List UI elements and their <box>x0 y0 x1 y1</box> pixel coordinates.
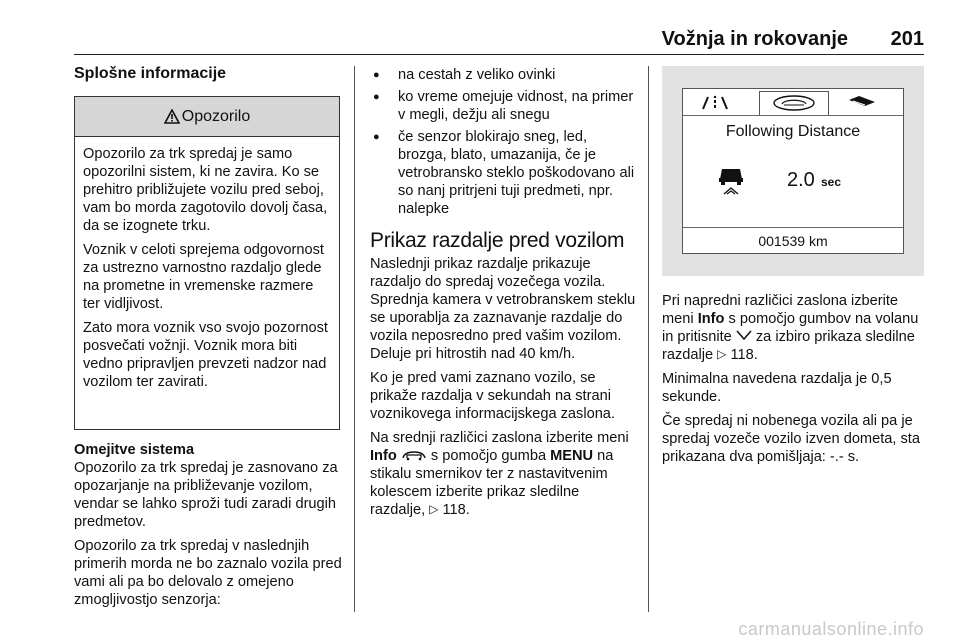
limits-paragraph: Opozorilo za trk spredaj v naslednjih primerih morda ne bo zaznalo vozila pred vami ali pa bo delovalo z omejeno zmogljivostjo senzorja: <box>74 538 342 608</box>
limits-bullet-list <box>370 66 636 218</box>
column-right <box>662 292 924 472</box>
distance-paragraph: Na srednji različici zaslona izberite meni Info s pomočjo gumba MENU na stikalu smernikov ter z nastavitvenim kolescem izberite prikaz sledilne razdalje, ▷ 118. <box>370 430 629 518</box>
column-divider <box>648 66 649 612</box>
warning-paragraph: Opozorilo za trk spredaj je samo opozorilni sistem, ki ne zavira. Ko se prehitro približujete vozilu pred seboj, vam bo morda zagotovilo dovolj časa, da se izognete trku. <box>83 146 328 234</box>
limits-paragraph: Opozorilo za trk spredaj je zasnovano za opozarjanje na približevanje vozilom, vendar se lahko sproži tudi zaradi drugih predmetov. <box>74 460 338 530</box>
menu-button-label: MENU <box>550 448 594 464</box>
list-item: ● če senzor blokirajo sneg, led, brozga, blato, umazanija, če je vetrobransko steklo poškodovano ali so nanj pritrjeni tuji predmeti, npr. nalepke <box>370 128 636 218</box>
warning-title: Opozorilo <box>181 107 251 125</box>
page-reference: 118. <box>442 502 470 518</box>
page-reference: 118. <box>730 347 758 363</box>
distance-paragraph: Ko je pred vami zaznano vozilo, se prikaže razdalja v sekundah na strani voznikovega informacijskega zaslona. <box>370 370 615 422</box>
chapter-title: Vožnja in rokovanje <box>661 28 848 50</box>
warning-paragraph: Zato mora voznik vso svojo pozornost posvečati vožnji. Voznik mora biti vedno pripravljen prevzeti nadzor nad vozilom ter zavirati. <box>83 320 328 390</box>
distance-unit: sec <box>821 175 842 189</box>
following-car-icon <box>715 165 747 197</box>
odometer-readout: 001539 km <box>758 233 828 249</box>
info-display <box>682 88 904 254</box>
system-limits-section <box>74 441 344 615</box>
car-front-icon <box>401 449 427 461</box>
page-number: 201 <box>890 28 924 50</box>
distance-paragraph: Naslednji prikaz razdalje prikazuje razdaljo do spredaj vozečega vozila. Sprednja kamera v vetrobranskem steklu se uporablja za zaznavanje razdalje do vozila neposredno pred vašim vozilom. Deluje pri hitrostih nad 40 km/h. <box>370 256 636 362</box>
warning-header <box>75 97 339 137</box>
warning-box <box>74 96 340 430</box>
warning-paragraph: Voznik v celoti sprejema odgovornost za ustrezno varnostno razdaljo glede na prometne in vremenske razmere ter vidljivost. <box>83 242 324 312</box>
distance-heading: Prikaz razdalje pred vozilom <box>370 229 625 252</box>
warning-triangle-icon <box>164 109 180 124</box>
page-reference-icon: ▷ <box>717 347 727 361</box>
road-sign-tab-icon <box>835 91 905 115</box>
page-header <box>74 24 924 54</box>
lane-assist-tab-icon <box>691 91 761 115</box>
section-title: Splošne informacije <box>74 65 227 82</box>
limits-heading: Omejitve sistema <box>74 442 195 458</box>
display-title: Following Distance <box>725 123 861 140</box>
no-vehicle-paragraph: Če spredaj ni nobenega vozila ali pa je spredaj vozeče vozilo izven dometa, sta prikazana dva pomišljaja: -.- s. <box>662 413 920 465</box>
info-menu-label: Info <box>697 311 725 327</box>
advanced-display-paragraph: Pri napredni različici zaslona izberite meni Info s pomočjo gumbov na volanu in pritisnite za izbiro prikaza sledilne razdalje ▷ 118. <box>662 293 919 363</box>
column-divider <box>354 66 355 612</box>
display-illustration <box>662 66 924 276</box>
info-menu-label: Info <box>370 448 397 464</box>
header-rule <box>74 54 924 55</box>
vehicle-ahead-tab-icon <box>759 91 829 115</box>
watermark: carmanualsonline.info <box>738 619 924 639</box>
min-distance-paragraph: Minimalna navedena razdalja je 0,5 sekunde. <box>662 371 892 405</box>
chevron-down-icon <box>736 330 752 340</box>
distance-value: 2.0 <box>787 169 815 191</box>
page-reference-icon: ▷ <box>429 502 439 516</box>
list-item: ● na cestah z veliko ovinki <box>370 66 636 84</box>
column-middle <box>370 66 636 525</box>
list-item: ● ko vreme omejuje vidnost, na primer v megli, dežju ali snegu <box>370 88 636 124</box>
warning-body <box>75 137 339 391</box>
